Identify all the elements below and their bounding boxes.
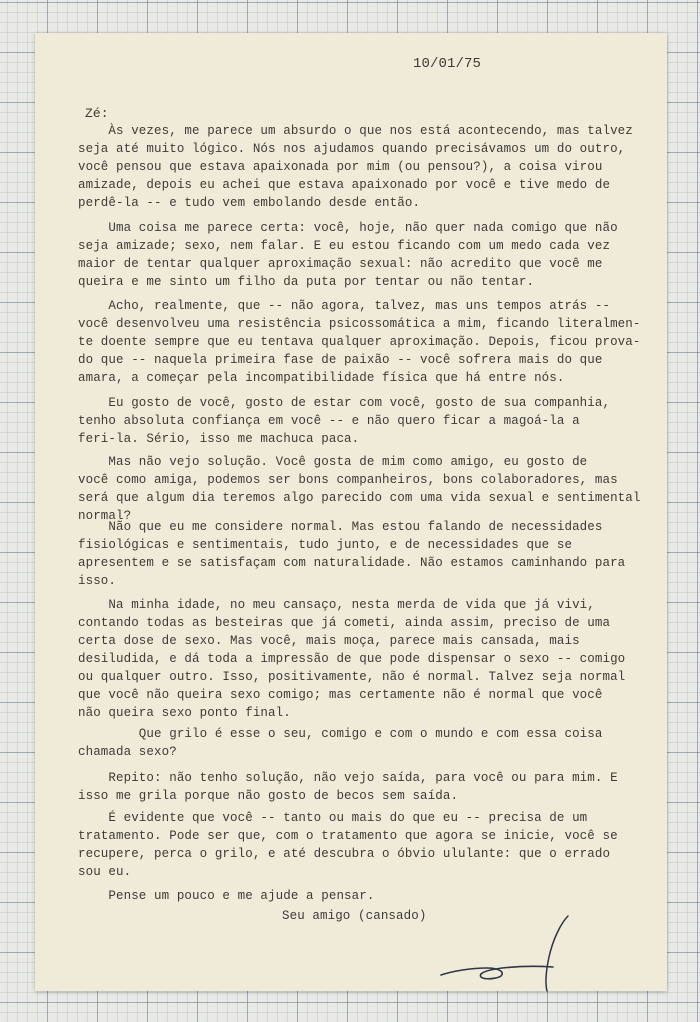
letter-closing: Seu amigo (cansado) xyxy=(282,909,427,923)
paragraph-10: É evidente que você -- tanto ou mais do que eu -- precisa de um tratamento. Pode ser que, com o tratamento que agora se inicie, você se recupere, perca o grilo, e até descubra o óbvio ululante: que o errado sou eu. xyxy=(78,811,618,879)
handwritten-signature xyxy=(435,913,575,993)
paragraph-11: Pense um pouco e me ajude a pensar. xyxy=(78,889,375,903)
paragraph-1: Às vezes, me parece um absurdo o que nos está acontecendo, mas talvez seja até muito lógico. Nós nos ajudamos quando precisávamos um do outro, você pensou que estava apaixonada por mim (ou pensou?), a coisa virou amizade, depois eu achei que estava apaixonado por você e tive medo de perdê-la -- e tudo vem embolando desde então. xyxy=(78,124,633,210)
paragraph-3: Acho, realmente, que -- não agora, talvez, mas uns tempos atrás -- você desenvolveu uma resistência psicossomática a mim, ficando literalmen- te doente sempre que eu tentava qualquer aproximação. Depois, ficou prova- do que -- naquela primeira fase de paixão -- você sofrera mais do que amara, a começar pela incompatibilidade física que há entre nós. xyxy=(78,299,641,385)
paragraph-6: Não que eu me considere normal. Mas estou falando de necessidades fisiológicas e sentimentais, tudo junto, e de necessidades que se apresentem e se satisfaçam com naturalidade. Não estamos caminhando para isso. xyxy=(78,520,626,588)
paragraph-8: Que grilo é esse o seu, comigo e com o mundo e com essa coisa chamada sexo? xyxy=(78,727,603,759)
paragraph-7: Na minha idade, no meu cansaço, nesta merda de vida que já vivi, contando todas as besteiras que já cometi, ainda assim, preciso de uma certa dose de sexo. Mas você, mais moça, parece mais cansada, mais desiludida, e dá toda a impressão de que pode dispensar o sexo -- comigo ou qualquer outro. Isso, positivamente, não é normal. Talvez seja normal que você não queira sexo comigo; mas certamente não é normal que você não queira sexo ponto final. xyxy=(78,598,626,720)
paragraph-2: Uma coisa me parece certa: você, hoje, não quer nada comigo que não seja amizade; sexo, nem falar. E eu estou ficando com um medo cada vez maior de tentar qualquer aproximação sexual: não acredito que você me queira e me sinto um filho da puta por tentar ou não tentar. xyxy=(78,221,618,289)
letter-sheet xyxy=(35,33,667,991)
letter-date: 10/01/75 xyxy=(413,56,482,72)
paragraph-9: Repito: não tenho solução, não vejo saída, para você ou para mim. E isso me grila porque não gosto de becos sem saída. xyxy=(78,771,618,803)
paragraph-4: Eu gosto de você, gosto de estar com você, gosto de sua companhia, tenho absoluta confiança em você -- e não quero ficar a magoá-la a feri-la. Sério, isso me machuca paca. xyxy=(78,396,611,446)
letter-greeting: Zé: xyxy=(85,106,109,121)
paragraph-5: Mas não vejo solução. Você gosta de mim como amigo, eu gosto de você como amiga, podemos ser bons companheiros, bons colaboradores, mas será que algum dia teremos algo parecido com uma vida sexual e sentimental normal? xyxy=(78,455,641,523)
